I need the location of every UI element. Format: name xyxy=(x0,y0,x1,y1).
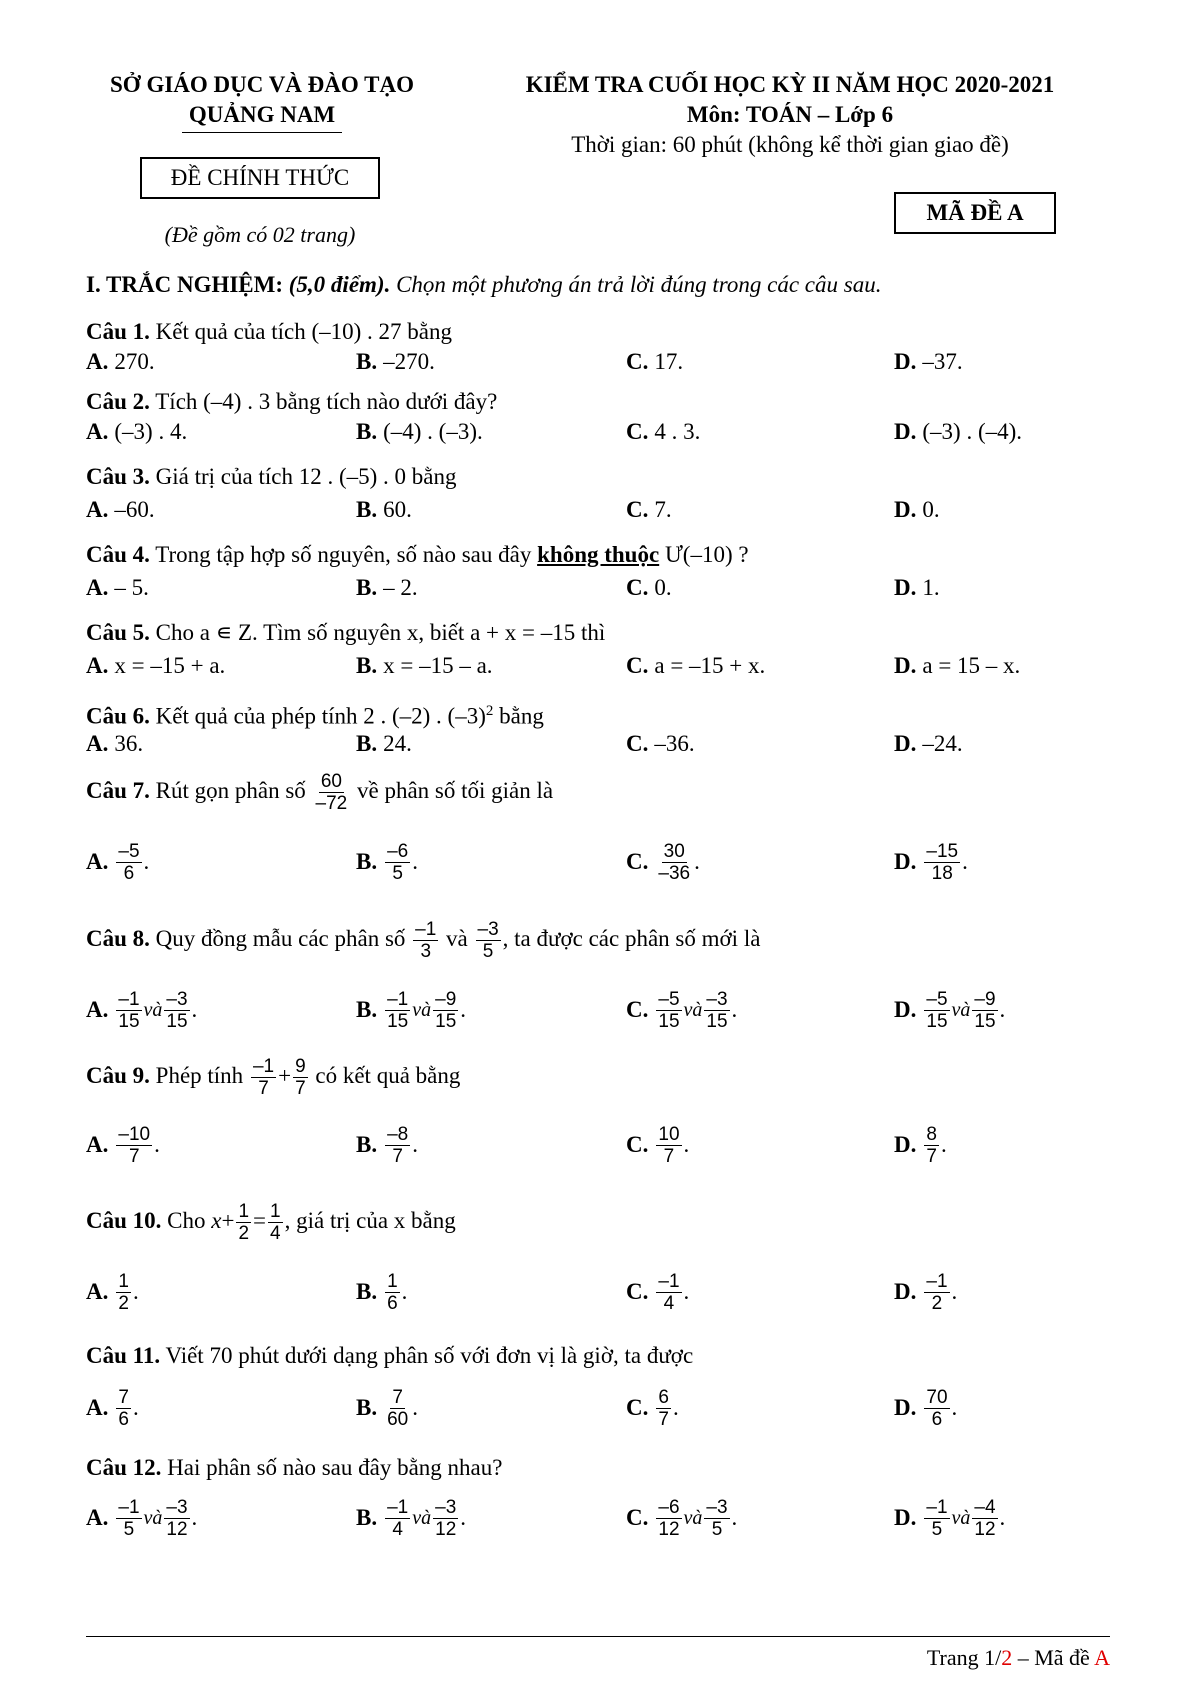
question-10: Câu 10. Cho x+ $\frac{1}{2}$ = $\frac{1}{4}$ , giá trị của x bằng xyxy=(86,1201,456,1245)
question-text-end: bằng xyxy=(499,703,544,729)
footer-page: Trang 1/ xyxy=(926,1645,1002,1670)
option-a: A. –60. xyxy=(86,497,155,522)
question-text-end: , ta được các phân số mới là xyxy=(502,926,761,951)
question-12 xyxy=(86,1454,502,1482)
question-text: Kết quả của phép tính 2 . (–2) . (–3) xyxy=(155,703,486,729)
option-b: B. –270. xyxy=(356,349,435,374)
option-c: C. –36. xyxy=(626,731,695,756)
question-text-end: , giá trị của x bằng xyxy=(284,1208,456,1233)
question-11 xyxy=(86,1342,693,1370)
option-d: D. a = 15 – x. xyxy=(894,653,1021,678)
option-b: B. – 2. xyxy=(356,575,418,600)
option-a: A. $\frac{-10}{7}$ . xyxy=(86,1123,160,1167)
question-label: Câu 3. xyxy=(86,464,150,489)
option-c: C. a = –15 + x. xyxy=(626,653,766,678)
fraction: $\frac{60}{-72}$ xyxy=(315,771,348,815)
department-line1: SỞ GIÁO DỤC VÀ ĐÀO TẠO xyxy=(110,72,414,97)
option-c: C. 7. xyxy=(626,497,672,522)
exam-subject: Môn: TOÁN – Lớp 6 xyxy=(686,102,894,127)
option-a: A. $\frac{-1}{5}$ và $\frac{-3}{12}$ . xyxy=(86,1496,198,1540)
option-c: C. 17. xyxy=(626,349,684,374)
pages-note: (Đề gồm có 02 trang) xyxy=(164,222,356,247)
section-heading: I. TRẮC NGHIỆM: xyxy=(86,272,284,297)
option-a: A. – 5. xyxy=(86,575,149,600)
option-c: C. $\frac{10}{7}$ . xyxy=(626,1123,690,1167)
question-label: Câu 7. xyxy=(86,778,150,803)
question-text: Giá trị của tích 12 . (–5) . 0 bằng xyxy=(155,464,457,489)
question-text: Quy đồng mẫu các phân số xyxy=(155,926,406,951)
question-label: Câu 5. xyxy=(86,620,150,645)
option-a: A. $\frac{-1}{15}$ và $\frac{-3}{15}$ . xyxy=(86,988,198,1032)
option-c: C. $\frac{6}{7}$ . xyxy=(626,1386,679,1430)
options-5 xyxy=(86,644,1136,688)
option-b: B. $\frac{-6}{5}$ . xyxy=(356,840,418,884)
options-10 xyxy=(86,1266,1136,1318)
option-b: B. (–4) . (–3). xyxy=(356,419,483,444)
option-a: A. 36. xyxy=(86,731,144,756)
options-3 xyxy=(86,488,1136,532)
options-9 xyxy=(86,1119,1136,1171)
question-3 xyxy=(86,463,457,491)
option-c: C. 0. xyxy=(626,575,672,600)
question-text: Cho xyxy=(167,1208,206,1233)
options-1 xyxy=(86,340,1136,384)
section-instruction: Chọn một phương án trả lời đúng trong các câu sau. xyxy=(396,272,882,297)
question-9: Câu 9. Phép tính $\frac{-1}{7}$ + $\frac{9}{7}$ có kết quả bằng xyxy=(86,1056,461,1100)
option-b: B. x = –15 – a. xyxy=(356,653,493,678)
options-11 xyxy=(86,1382,1136,1434)
question-emphasis: không thuộc xyxy=(537,542,660,567)
question-text-end: có kết quả bằng xyxy=(315,1063,461,1088)
section-title xyxy=(86,272,881,298)
option-a: A. 270. xyxy=(86,349,155,374)
option-d: D. 1. xyxy=(894,575,940,600)
question-4 xyxy=(86,541,749,569)
official-box: ĐỀ CHÍNH THỨC xyxy=(140,157,380,199)
question-text: Viết 70 phút dưới dạng phân số với đơn vị là giờ, ta được xyxy=(165,1343,694,1368)
question-label: Câu 12. xyxy=(86,1455,162,1480)
option-c: C. $\frac{-1}{4}$ . xyxy=(626,1270,690,1314)
question-text: Tích (–4) . 3 bằng tích nào dưới đây? xyxy=(155,389,498,414)
option-a: A. $\frac{1}{2}$ . xyxy=(86,1270,139,1314)
options-7 xyxy=(86,836,1136,888)
options-8 xyxy=(86,984,1136,1036)
option-d: D. $\frac{8}{7}$ . xyxy=(894,1123,947,1167)
option-c: C. $\frac{-6}{12}$ và $\frac{-3}{5}$ . xyxy=(626,1496,738,1540)
question-text: Cho a ∊ Z. Tìm số nguyên x, biết a + x = –15 thì xyxy=(155,620,606,645)
question-7 xyxy=(86,766,553,816)
option-c: C. $\frac{-5}{15}$ và $\frac{-3}{15}$ . xyxy=(626,988,738,1032)
option-a: A. (–3) . 4. xyxy=(86,419,188,444)
option-b: B. 24. xyxy=(356,731,412,756)
header-underline xyxy=(182,132,342,133)
question-5 xyxy=(86,619,605,647)
option-a: A. x = –15 + a. xyxy=(86,653,226,678)
option-d: D. –37. xyxy=(894,349,963,374)
question-label: Câu 9. xyxy=(86,1063,150,1088)
question-text: Trong tập hợp số nguyên, số nào sau đây xyxy=(155,542,532,567)
option-d: D. $\frac{-15}{18}$ . xyxy=(894,840,968,884)
question-label: Câu 2. xyxy=(86,389,150,414)
page-footer xyxy=(927,1645,1110,1671)
exam-header xyxy=(470,70,1110,160)
exam-code-box: MÃ ĐỀ A xyxy=(894,192,1056,234)
question-label: Câu 10. xyxy=(86,1208,162,1233)
exam-title: KIỂM TRA CUỐI HỌC KỲ II NĂM HỌC 2020-2021 xyxy=(525,72,1055,97)
footer-mid: – Mã đề xyxy=(1012,1645,1095,1670)
question-text: Rút gọn phân số xyxy=(155,778,306,803)
option-b: B. $\frac{1}{6}$ . xyxy=(356,1270,408,1314)
options-4 xyxy=(86,566,1136,610)
option-d: D. $\frac{-1}{5}$ và $\frac{-4}{12}$ . xyxy=(894,1496,1006,1540)
question-text-end: về phân số tối giản là xyxy=(357,778,554,803)
option-c: C. $\frac{30}{-36}$ . xyxy=(626,840,700,884)
question-label: Câu 11. xyxy=(86,1343,161,1368)
option-b: B. 60. xyxy=(356,497,412,522)
department-line2: QUẢNG NAM xyxy=(188,102,336,127)
option-d: D. –24. xyxy=(894,731,963,756)
department-header xyxy=(82,70,442,133)
options-12 xyxy=(86,1492,1136,1544)
question-text: Hai phân số nào sau đây bằng nhau? xyxy=(167,1455,503,1480)
question-label: Câu 6. xyxy=(86,703,150,729)
section-points: (5,0 điểm). xyxy=(288,272,391,297)
question-label: Câu 4. xyxy=(86,542,150,567)
question-label: Câu 8. xyxy=(86,926,150,951)
option-b: B. $\frac{-1}{4}$ và $\frac{-3}{12}$ . xyxy=(356,1496,467,1540)
options-2 xyxy=(86,410,1136,454)
options-6 xyxy=(86,722,1136,766)
option-b: B. $\frac{-8}{7}$ . xyxy=(356,1123,418,1167)
option-d: D. $\frac{-5}{15}$ và $\frac{-9}{15}$ . xyxy=(894,988,1006,1032)
question-8: Câu 8. Quy đồng mẫu các phân số $\frac{-1}{3}$ và $\frac{-3}{5}$ , ta được các phân số mới là xyxy=(86,919,761,963)
option-a: A. $\frac{-5}{6}$ . xyxy=(86,840,150,884)
exam-time: Thời gian: 60 phút (không kể thời gian giao đề) xyxy=(571,132,1009,157)
question-text-end: Ư(–10) ? xyxy=(664,542,749,567)
option-b: B. $\frac{-1}{15}$ và $\frac{-9}{15}$ . xyxy=(356,988,467,1032)
footer-code: A xyxy=(1094,1645,1110,1670)
exponent: 2 xyxy=(485,703,494,719)
option-d: D. 0. xyxy=(894,497,940,522)
question-text: Kết quả của tích (–10) . 27 bằng xyxy=(155,319,453,344)
option-b: B. $\frac{7}{60}$ . xyxy=(356,1386,418,1430)
option-a: A. $\frac{7}{6}$ . xyxy=(86,1386,139,1430)
option-d: D. (–3) . (–4). xyxy=(894,419,1023,444)
question-text: Phép tính xyxy=(155,1063,244,1088)
option-d: D. $\frac{70}{6}$ . xyxy=(894,1386,958,1430)
footer-total: 2 xyxy=(1001,1645,1013,1670)
question-label: Câu 1. xyxy=(86,319,150,344)
footer-rule xyxy=(86,1636,1110,1637)
option-d: D. $\frac{-1}{2}$ . xyxy=(894,1270,958,1314)
option-c: C. 4 . 3. xyxy=(626,419,701,444)
